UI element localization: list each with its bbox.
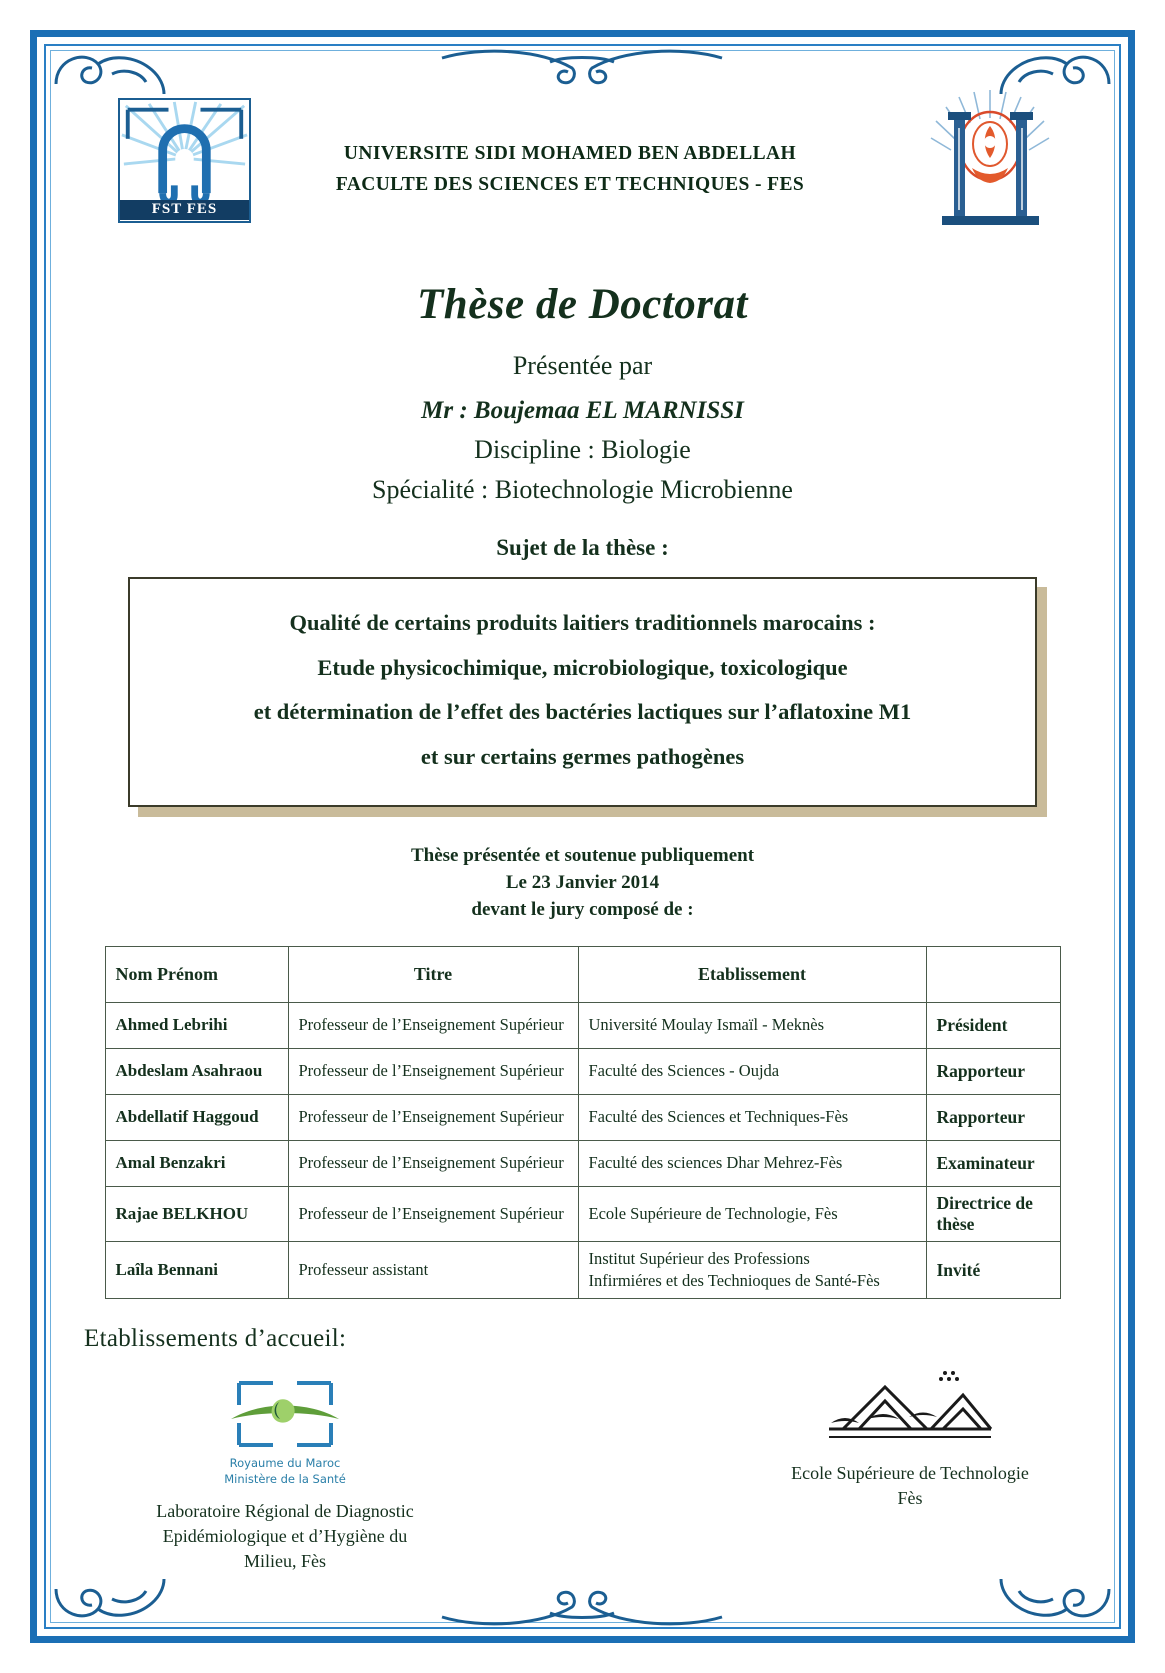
defense-info — [70, 843, 1095, 924]
table-row — [105, 1094, 1060, 1140]
fst-fes-logo — [118, 98, 251, 223]
est-fes-logo — [823, 1367, 998, 1449]
defense-line-3: devant le jury composé de : — [471, 898, 694, 920]
table-row — [105, 1002, 1060, 1048]
jury-name: Rajae BELKHOU — [105, 1186, 288, 1241]
est-logo-graphic — [823, 1367, 998, 1449]
umsba-seal-logo — [928, 84, 1053, 234]
university-line-1: UNIVERSITE SIDI MOHAMED BEN ABDELLAH — [343, 143, 797, 164]
table-row — [105, 1241, 1060, 1299]
university-name — [260, 138, 880, 200]
column-header-name: Nom Prénom — [105, 946, 288, 1002]
jury-role: Directrice de thèse — [926, 1186, 1060, 1241]
defense-date: Le 23 Janvier 2014 — [505, 871, 660, 893]
jury-title: Professeur de l’Enseignement Supérieur — [288, 1002, 578, 1048]
jury-establishment: Faculté des Sciences - Oujda — [578, 1048, 926, 1094]
jury-establishment — [578, 1241, 926, 1299]
ministry-logo-text-line-2: Ministère de la Santé — [224, 1471, 346, 1486]
jury-establishment: Faculté des sciences Dhar Mehrez-Fès — [578, 1140, 926, 1186]
jury-title: Professeur de l’Enseignement Supérieur — [288, 1048, 578, 1094]
presented-by-label: Présentée par — [512, 351, 653, 380]
column-header-establishment: Etablissement — [578, 946, 926, 1002]
host-institution-left — [120, 1375, 450, 1574]
column-header-title: Titre — [288, 946, 578, 1002]
subject-line-3: et détermination de l’effet des bactéries lactiques sur l’aflatoxine M1 — [253, 699, 912, 724]
subject-box-body — [128, 577, 1037, 807]
host-right-caption-line-2: Fès — [897, 1488, 923, 1509]
host-left-caption-line-2: Epidémiologique et d’Hygiène du — [162, 1526, 408, 1547]
host-institutions — [70, 1363, 1095, 1573]
table-header-row — [105, 946, 1060, 1002]
author-name: Mr : Boujemaa EL MARNISSI — [421, 397, 744, 424]
jury-title: Professeur assistant — [288, 1241, 578, 1299]
jury-role: Invité — [926, 1241, 1060, 1299]
subject-line-1: Qualité de certains produits laitiers traditionnels marocains : — [289, 610, 876, 635]
jury-name: Ahmed Lebrihi — [105, 1002, 288, 1048]
thesis-subject-box — [128, 577, 1037, 807]
document-header — [70, 96, 1095, 246]
page-title: Thèse de Doctorat — [417, 281, 748, 328]
jury-name: Abdeslam Asahraou — [105, 1048, 288, 1094]
jury-role: Rapporteur — [926, 1094, 1060, 1140]
host-left-caption — [120, 1499, 450, 1573]
host-right-caption — [745, 1461, 1075, 1511]
jury-title: Professeur de l’Enseignement Supérieur — [288, 1140, 578, 1186]
subject-label: Sujet de la thèse : — [496, 535, 669, 560]
jury-role: Rapporteur — [926, 1048, 1060, 1094]
jury-establishment-line-2: Infirmiéres et des Technioques de Santé-Fès — [588, 1271, 880, 1291]
speciality-line: Spécialité : Biotechnologie Microbienne — [372, 475, 793, 504]
discipline-line: Discipline : Biologie — [474, 435, 691, 464]
subject-line-2: Etude physicochimique, microbiologique, toxicologique — [317, 654, 848, 680]
table-row — [105, 1048, 1060, 1094]
jury-name: Laîla Bennani — [105, 1241, 288, 1299]
university-line-2: FACULTE DES SCIENCES ET TECHNIQUES - FES — [335, 174, 805, 196]
fst-logo-caption: FST FES — [120, 200, 249, 220]
umsba-seal-graphic — [928, 84, 1053, 234]
table-row — [105, 1186, 1060, 1241]
host-right-caption-line-1: Ecole Supérieure de Technologie — [791, 1463, 1029, 1484]
jury-establishment: Université Moulay Ismaïl - Meknès — [578, 1002, 926, 1048]
host-left-caption-line-3: Milieu, Fès — [243, 1551, 326, 1572]
defense-line-1: Thèse présentée et soutenue publiquement — [410, 845, 755, 866]
host-institutions-label: Etablissements d’accueil: — [84, 1325, 347, 1353]
ministry-of-health-logo — [225, 1375, 345, 1453]
jury-title: Professeur de l’Enseignement Supérieur — [288, 1186, 578, 1241]
ministry-logo-graphic — [225, 1375, 345, 1453]
ministry-logo-text — [120, 1456, 450, 1487]
jury-table — [105, 946, 1061, 1300]
table-row — [105, 1140, 1060, 1186]
jury-name: Abdellatif Haggoud — [105, 1094, 288, 1140]
jury-establishment: Faculté des Sciences et Techniques-Fès — [578, 1094, 926, 1140]
subject-line-4: et sur certains germes pathogènes — [420, 743, 745, 769]
host-left-caption-line-1: Laboratoire Régional de Diagnostic — [156, 1501, 414, 1522]
jury-role: Examinateur — [926, 1140, 1060, 1186]
host-institution-right — [745, 1367, 1075, 1511]
jury-establishment-line-1: Institut Supérieur des Professions — [588, 1248, 810, 1268]
jury-name: Amal Benzakri — [105, 1140, 288, 1186]
jury-establishment: Ecole Supérieure de Technologie, Fès — [578, 1186, 926, 1241]
jury-title: Professeur de l’Enseignement Supérieur — [288, 1094, 578, 1140]
jury-role: Président — [926, 1002, 1060, 1048]
ministry-logo-text-line-1: Royaume du Maroc — [229, 1456, 341, 1471]
column-header-role — [926, 946, 1060, 1002]
